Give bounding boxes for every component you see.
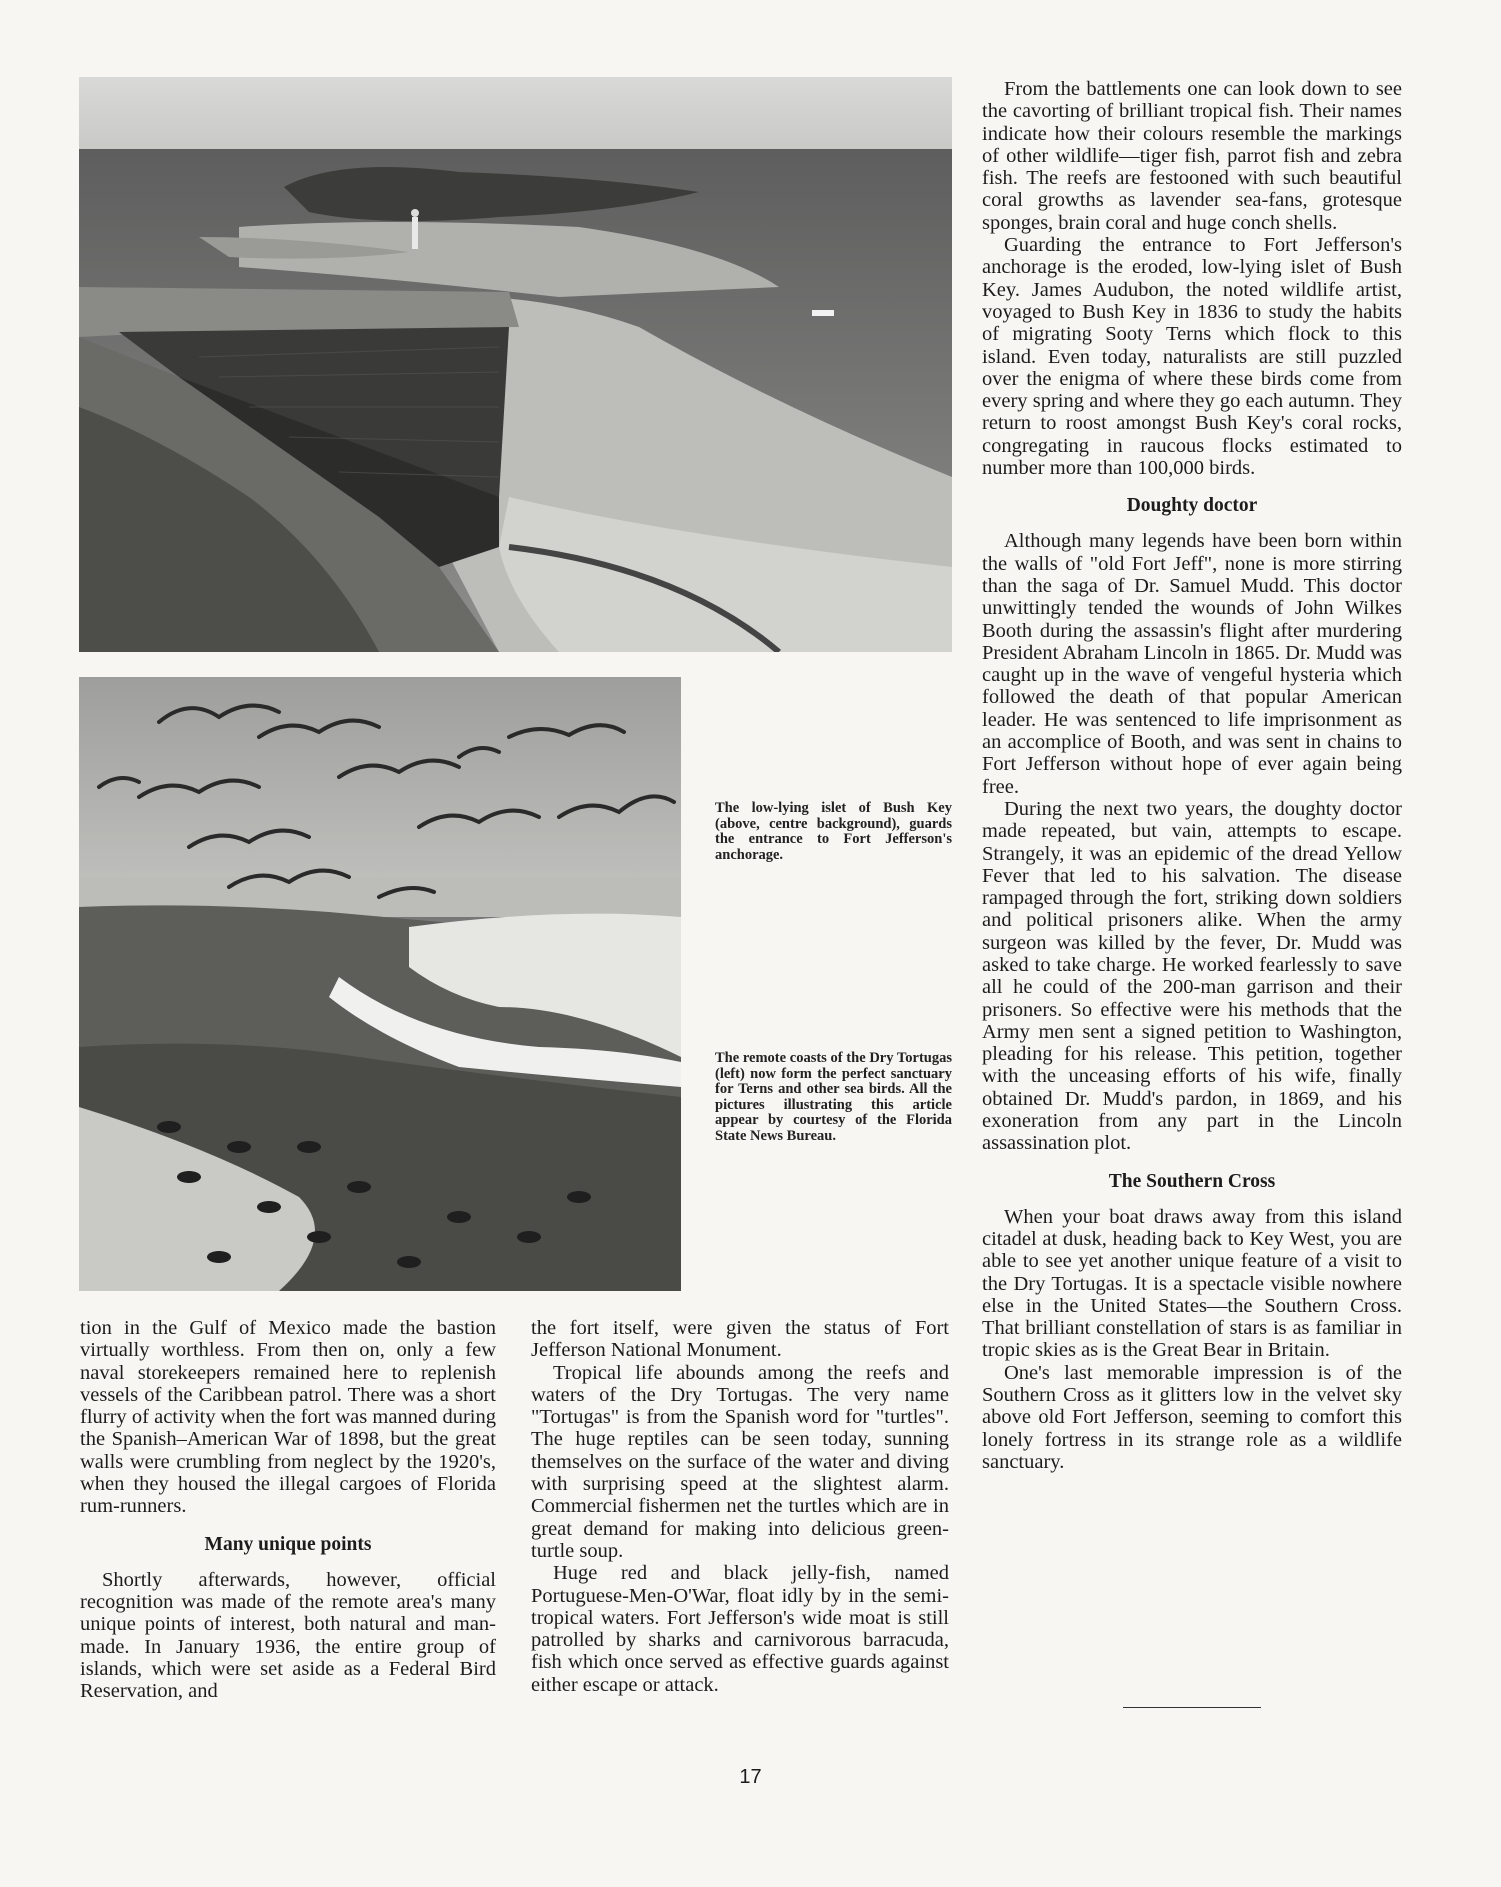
- paragraph: One's last memorable impression is of the Southern Cross as it glitters low in the velvet sky above old Fort Jefferson, seeming to comfort this lonely fortress in its strange role as a wildlife sanctuary.: [982, 1361, 1402, 1473]
- section-heading-many-unique-points: Many unique points: [204, 1533, 372, 1555]
- page-number: 17: [739, 1766, 762, 1788]
- caption-bush-key: The low-lying islet of Bush Key (above, centre background), guards the entrance to Fort Jefferson's anchorage.: [715, 800, 952, 863]
- section-heading-southern-cross: The Southern Cross: [1108, 1170, 1276, 1192]
- fort-jefferson-photo: [79, 77, 952, 652]
- terns-photo: [79, 677, 681, 1291]
- left-column: [80, 1317, 496, 1702]
- paragraph: Huge red and black jelly-fish, named Portuguese-Men-O'War, float idly by in the semi-tropical waters. Fort Jefferson's wide moat is still patrolled by sharks and carnivorous barracuda, fish which once served as effective guards against either escape or attack.: [531, 1562, 949, 1696]
- section-heading-doughty-doctor: Doughty doctor: [1126, 495, 1258, 517]
- terns-photo-graphic: [79, 677, 681, 1291]
- middle-column: [531, 1317, 949, 1696]
- paragraph: tion in the Gulf of Mexico made the bastion virtually worthless. From then on, only a few naval storekeepers remained here to replenish vessels of the Caribbean patrol. There was a short flurry of activity when the fort was manned during the Spanish–American War of 1898, but the great walls were crumbling from neglect by the 1920's, when they housed the illegal cargoes of Florida rum-runners.: [80, 1317, 496, 1518]
- paragraph: When your boat draws away from this island citadel at dusk, heading back to Key West, you are able to see yet another unique feature of a visit to the Dry Tortugas. It is a spectacle visible nowhere else in the United States—the Southern Cross. That brilliant constellation of stars is as familiar in tropic skies as is the Great Bear in Britain.: [982, 1205, 1402, 1362]
- paragraph: Shortly afterwards, however, official recognition was made of the remote area's many unique points of interest, both natural and man-made. In January 1936, the entire group of islands, which were set aside as a Federal Bird Reservation, and: [80, 1568, 496, 1703]
- paragraph: During the next two years, the doughty doctor made repeated, but vain, attempts to escape. Strangely, it was an epidemic of the dread Yellow Fever that led to his salvation. The disease rampaged through the fort, striking down soldiers and political prisoners alike. When the army surgeon was killed by the fever, Dr. Mudd was asked to take charge. He worked fearlessly to save all he could of the 200-man garrison and their prisoners. So effective were his methods that the Army men sent a signed petition to Washington, pleading for his release. This petition, together with the unceasing efforts of his wife, finally obtained Dr. Mudd's pardon, in 1869, and his exoneration from any part in the Lincoln assassination plot.: [982, 797, 1402, 1155]
- paragraph: Although many legends have been born within the walls of "old Fort Jeff", none is more stirring than the saga of Dr. Samuel Mudd. This doctor unwittingly tended the wounds of John Wilkes Booth during the assassin's flight after murdering President Abraham Lincoln in 1865. Dr. Mudd was caught up in the wave of vengeful hysteria which followed the death of that popular American leader. He was sentenced to life imprisonment as an accomplice of Booth, and was sent in chains to Fort Jefferson without hope of ever again being free.: [982, 530, 1402, 798]
- paragraph: Guarding the entrance to Fort Jefferson's anchorage is the eroded, low-lying islet of Bush Key. James Audubon, the noted wildlife artist, voyaged to Bush Key in 1836 to study the habits of migrating Sooty Terns which flock to this island. Even today, naturalists are still puzzled over the enigma of where these birds come from every spring and where they go each autumn. They return to roost amongst Bush Key's coral rocks, congregating in raucous flocks estimated to number more than 100,000 birds.: [982, 234, 1402, 480]
- caption-dry-tortugas: The remote coasts of the Dry Tortugas (left) now form the perfect sanctuary for Terns and other sea birds. All the pictures illustrating this article appear by courtesy of the Florida State News Bureau.: [715, 1050, 952, 1144]
- paragraph: the fort itself, were given the status of Fort Jefferson National Monument.: [531, 1317, 949, 1362]
- right-column: [982, 78, 1402, 1473]
- fort-photo-graphic: [79, 77, 952, 652]
- end-of-article-rule: [1123, 1707, 1261, 1708]
- paragraph: Tropical life abounds among the reefs and waters of the Dry Tortugas. The very name "Tortugas" is from the Spanish word for "turtles". The huge reptiles can be seen today, sunning themselves on the surface of the water and diving with surprising speed at the slightest alarm. Commercial fishermen net the turtles which are in great demand for making into delicious green-turtle soup.: [531, 1361, 949, 1562]
- paragraph: From the battlements one can look down to see the cavorting of brilliant tropical fish. Their names indicate how their colours resemble the markings of other wildlife—tiger fish, parrot fish and zebra fish. The reefs are festooned with such beautiful coral growths as lavender sea-fans, grotesque sponges, brain coral and huge conch shells.: [982, 78, 1402, 234]
